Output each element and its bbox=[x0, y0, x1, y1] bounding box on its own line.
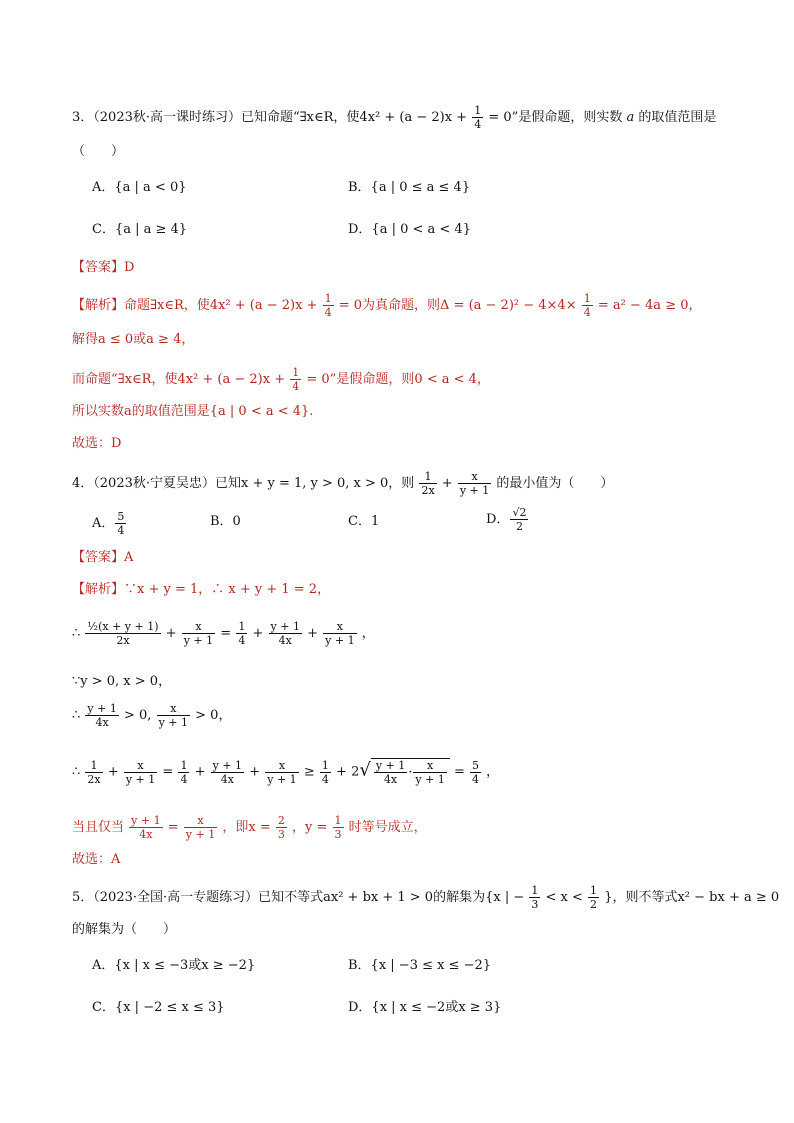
sol-text: ，y = bbox=[292, 820, 328, 835]
frac-num: 1 bbox=[238, 620, 246, 633]
frac-num: y + 1 bbox=[212, 758, 243, 772]
frac-num: 1 bbox=[85, 759, 102, 773]
sol-text: 【解析】∵x + y = 1，∴ x + y + 1 = 2， bbox=[72, 582, 331, 597]
plus-sign: + bbox=[107, 764, 119, 780]
q3-stem-fraction bbox=[472, 104, 483, 131]
frac-den: 4x bbox=[95, 716, 109, 729]
equals-sign: = bbox=[453, 764, 465, 780]
frac-num: 2 bbox=[277, 814, 285, 827]
frac-num: y + 1 bbox=[87, 702, 117, 715]
equals-sign: = bbox=[220, 626, 232, 641]
frac-num: x bbox=[413, 759, 446, 773]
frac-den: y + 1 bbox=[125, 772, 156, 786]
q3-option-c: C．{a | a ≥ 4} bbox=[92, 222, 188, 237]
sol-fraction bbox=[582, 292, 593, 319]
frac-den: y + 1 bbox=[183, 634, 214, 647]
frac-num: 1 bbox=[334, 814, 342, 827]
frac-den: y + 1 bbox=[459, 484, 490, 497]
q4-solution-line5: ∴ $\frac{1}{2x}$ + $\frac{x}{y + 1}$ = $\frac{1}{4}$ + $\frac{y + 1}{4x}$ + $\frac{x}{y + 1}$ ≥ $\frac{1}{4}$ + 2√ $\frac{y + 1}{4x}$ · $\frac{x}{y + 1}$ = $\frac{5}{4}$ ， bbox=[72, 758, 500, 786]
frac-den: y + 1 bbox=[325, 634, 355, 647]
plus-sign: + bbox=[249, 764, 261, 780]
frac-den: y + 1 bbox=[267, 772, 297, 786]
inequality: > 0， bbox=[195, 708, 232, 723]
frac-den: 3 bbox=[277, 828, 285, 841]
q5-option-c: C．{x | −2 ≤ x ≤ 3} bbox=[92, 1000, 225, 1015]
q3-solution-line2: 解得a ≤ 0或a ≥ 4， bbox=[72, 332, 195, 347]
q4-option-a bbox=[92, 510, 127, 537]
sol-text: = a² − 4a ≥ 0， bbox=[597, 298, 702, 313]
frac-den: 4 bbox=[583, 306, 591, 319]
frac-num: 1 bbox=[180, 758, 188, 772]
frac-num: 1 bbox=[324, 292, 332, 305]
frac-den: 4 bbox=[117, 524, 125, 537]
option-label: D． bbox=[486, 512, 510, 527]
plus-sign: + bbox=[194, 764, 206, 780]
q3-stem bbox=[72, 104, 716, 131]
frac-den: 4 bbox=[474, 118, 482, 131]
plus-sign: + bbox=[307, 626, 318, 641]
frac-den: 4x bbox=[220, 772, 234, 786]
q4-stem bbox=[72, 470, 613, 497]
sol-text: ，即x = bbox=[222, 820, 271, 835]
frac-den: 2x bbox=[87, 772, 101, 786]
dot: · bbox=[408, 765, 413, 780]
frac-num: 1 bbox=[583, 292, 591, 305]
frac-den: 2x bbox=[421, 484, 435, 497]
coefficient: 2 bbox=[351, 764, 360, 780]
q3-stem-text-b: = 0”是假命题，则实数 bbox=[488, 110, 623, 125]
frac-den: 4x bbox=[139, 828, 153, 841]
q5-option-b: B．{x | −3 ≤ x ≤ −2} bbox=[348, 958, 492, 973]
q4-solution-line3: ∵y > 0, x > 0， bbox=[72, 674, 172, 689]
frac-num: 1 bbox=[321, 758, 329, 772]
sol-text: 时等号成立， bbox=[348, 820, 427, 835]
frac-den: 4 bbox=[180, 772, 188, 786]
frac-num: 1 bbox=[531, 884, 539, 897]
q3-choose: 故选：D bbox=[72, 436, 122, 451]
q3-option-a: A．{a | a < 0} bbox=[92, 180, 187, 195]
frac bbox=[236, 620, 247, 647]
sol-fraction bbox=[290, 366, 301, 393]
sol-text: = 0为真命题，则Δ = (a − 2)² − 4×4× bbox=[338, 298, 577, 313]
ge-sign: ≥ bbox=[303, 764, 315, 780]
option-label: A． bbox=[92, 516, 115, 531]
q3-solution-line3 bbox=[72, 366, 490, 393]
q4-stem-text: 的最小值为（ ） bbox=[496, 476, 614, 491]
plus-sign: + bbox=[336, 764, 347, 780]
q3-stem-text-a: 3．（2023秋·高一课时练习）已知命题“∃x∈R，使4x² + (a − 2)x + bbox=[72, 110, 468, 125]
plus-sign: + bbox=[252, 626, 264, 641]
q5-stem bbox=[72, 884, 779, 911]
comma: ， bbox=[361, 626, 375, 641]
frac-den: 4 bbox=[324, 306, 332, 319]
therefore-sign: ∴ bbox=[72, 626, 81, 641]
q4-option-d bbox=[486, 506, 529, 533]
equals-sign: = bbox=[167, 820, 179, 835]
frac-num: x bbox=[157, 702, 190, 716]
q5-option-a: A．{x | x ≤ −3或x ≥ −2} bbox=[92, 958, 256, 973]
q4-answer: 【答案】A bbox=[72, 550, 134, 565]
sol-text: = 0”是假命题，则0 < a < 4， bbox=[306, 372, 490, 387]
frac-num: x bbox=[323, 620, 356, 634]
q4-stem-text: 4．（2023秋·宁夏吴忠）已知x + y = 1, y > 0, x > 0，则 bbox=[72, 476, 415, 491]
q4-option-c: C．1 bbox=[348, 514, 380, 529]
q4-frac-1 bbox=[419, 470, 436, 497]
q4-frac-2 bbox=[458, 470, 491, 497]
therefore-sign: ∴ bbox=[72, 764, 81, 780]
frac bbox=[323, 620, 356, 647]
frac-den: 3 bbox=[334, 828, 342, 841]
frac-den: y + 1 bbox=[415, 773, 445, 786]
frac-den: 4x bbox=[278, 634, 292, 647]
q5-stem-text: }，则不等式x² − bx + a ≥ 0 bbox=[604, 890, 780, 905]
frac-num: 1 bbox=[292, 366, 300, 379]
frac-num: 5 bbox=[117, 510, 125, 523]
sol-text: 【解析】命题∃x∈R，使4x² + (a − 2)x + bbox=[72, 298, 318, 313]
frac-num: x bbox=[184, 814, 217, 828]
frac-den: 3 bbox=[531, 898, 539, 911]
frac-den: 2 bbox=[590, 898, 598, 911]
frac-num: x bbox=[182, 620, 215, 634]
frac-num: 1 bbox=[590, 884, 598, 897]
q3-stem-text-c: 的取值范围是 bbox=[638, 110, 717, 125]
frac-num: √2 bbox=[512, 506, 527, 519]
q3-stem-var: a bbox=[626, 110, 635, 125]
frac-num: 1 bbox=[474, 104, 482, 117]
inequality: > 0, bbox=[124, 708, 152, 723]
comma: ， bbox=[486, 764, 500, 780]
q4-solution-line1 bbox=[72, 580, 330, 600]
frac-num: y + 1 bbox=[270, 620, 300, 633]
frac-num: 1 bbox=[419, 470, 436, 484]
q4-option-b: B．0 bbox=[210, 514, 241, 529]
frac-den: 4 bbox=[472, 772, 480, 786]
frac-num: x bbox=[124, 759, 157, 773]
q3-solution-line4: 所以实数a的取值范围是{a | 0 < a < 4}. bbox=[72, 404, 314, 419]
equals-sign: = bbox=[162, 764, 174, 780]
frac-num: ½(x + y + 1) bbox=[87, 620, 159, 633]
frac-den: 2x bbox=[116, 634, 130, 647]
q5-option-d: D．{x | x ≤ −2或x ≥ 3} bbox=[348, 1000, 502, 1015]
frac-den: 4 bbox=[321, 772, 329, 786]
frac-num: y + 1 bbox=[375, 759, 406, 772]
q3-solution-line1 bbox=[72, 292, 702, 319]
frac-den: 4x bbox=[383, 773, 398, 786]
q4-solution-line2 bbox=[72, 620, 375, 647]
frac bbox=[269, 620, 302, 647]
q4-solution-line4 bbox=[72, 702, 231, 729]
sol-fraction bbox=[323, 292, 334, 319]
q4-choose: 故选：A bbox=[72, 852, 121, 867]
q4-solution-line6 bbox=[72, 814, 427, 841]
inequality: < x < bbox=[545, 890, 583, 905]
therefore-sign: ∴ bbox=[72, 708, 81, 723]
frac-den: y + 1 bbox=[185, 828, 216, 841]
frac-num: y + 1 bbox=[131, 814, 161, 827]
frac-den: 2 bbox=[515, 520, 523, 533]
q5-stem-line2: 的解集为（ ） bbox=[72, 922, 177, 937]
q3-paren: （ ） bbox=[72, 144, 125, 159]
frac-den: 4 bbox=[238, 634, 246, 647]
plus-sign: + bbox=[441, 476, 453, 491]
frac-den: 4 bbox=[292, 380, 300, 393]
frac-num: x bbox=[265, 759, 298, 773]
plus-sign: + bbox=[165, 626, 177, 641]
sol-text: 而命题“∃x∈R，使4x² + (a − 2)x + bbox=[72, 372, 286, 387]
frac-num: 5 bbox=[472, 758, 480, 772]
frac bbox=[182, 620, 215, 647]
frac bbox=[85, 620, 160, 647]
q3-option-d: D．{a | 0 < a < 4} bbox=[348, 222, 471, 237]
q5-stem-text: 5．（2023·全国·高一专题练习）已知不等式ax² + bx + 1 > 0的解集为{x | − bbox=[72, 890, 525, 905]
sqrt-radicand bbox=[371, 758, 450, 786]
q3-option-b: B．{a | 0 ≤ a ≤ 4} bbox=[348, 180, 471, 195]
frac-num: x bbox=[458, 470, 491, 484]
frac-den: y + 1 bbox=[158, 716, 189, 729]
q3-answer: 【答案】D bbox=[72, 260, 135, 275]
sol-text: 当且仅当 bbox=[72, 820, 125, 835]
